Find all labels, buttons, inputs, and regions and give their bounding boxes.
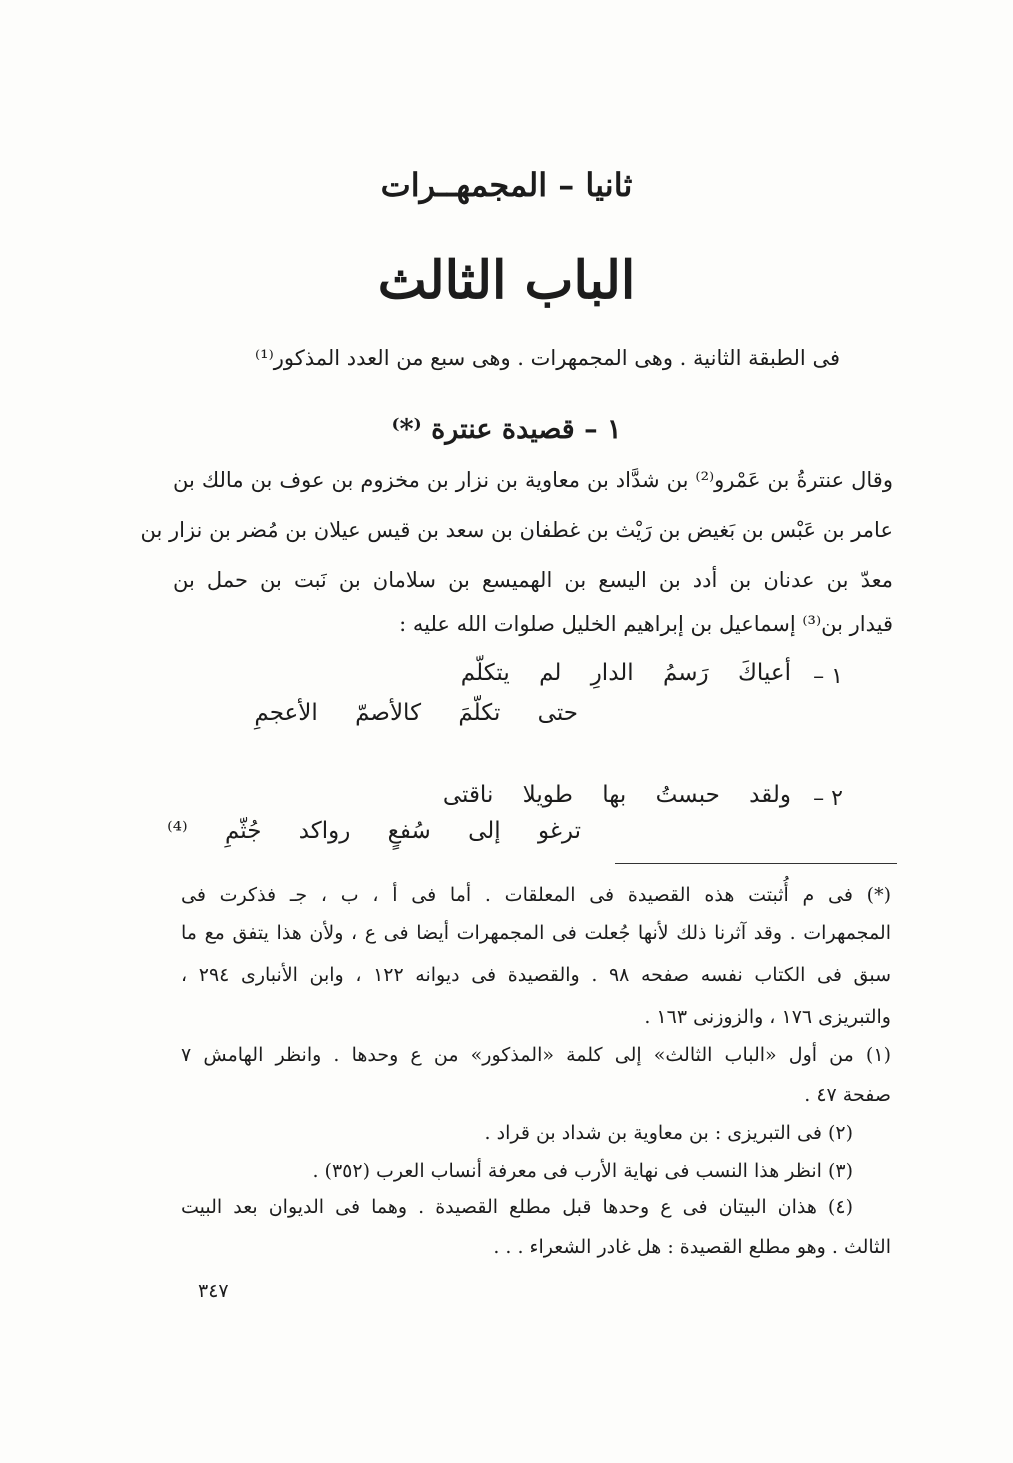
footnote-line: سبق فى الكتاب نفسه صفحه ٩٨ . والقصيدة فى ديوانه ١٢٢ ، وابن الأنبارى ٢٩٤ ، bbox=[181, 964, 892, 986]
footnote-line: والتبريزى ١٧٦ ، والزوزنى ١٦٣ . bbox=[644, 1006, 891, 1028]
footnote-line: (*) فى م أُثبتت هذه القصيدة فى المعلقات . أما فى أ ، ب ، جـ فذكرت فى bbox=[181, 884, 891, 906]
poem-title: ١ – قصيدة عنترة ⁽*⁾ bbox=[391, 414, 622, 445]
chapter-description: فى الطبقة الثانية . وهى المجمهرات . وهى سبع من العدد المذكور⁽¹⁾ bbox=[254, 346, 840, 370]
verse-number: ١ – bbox=[813, 664, 843, 689]
footnote-line: (٢) فى التبريزى : بن معاوية بن شداد بن قراد . bbox=[484, 1122, 853, 1144]
page-number: ٣٤٧ bbox=[198, 1280, 229, 1302]
intro-line: وقال عنترةُ بن عَمْرو⁽²⁾ بن شدَّاد بن معاوية بن نزار بن مخزوم بن عوف بن مالك بن bbox=[173, 468, 893, 492]
footnote-line: المجمهرات . وقد آثرنا ذلك لأنها جُعلت فى المجمهرات أيضا فى ع ، ولأن هذا يتفق مع ما bbox=[181, 922, 891, 944]
footnote-line: الثالث . وهو مطلع القصيدة : هل غادر الشعراء . . . bbox=[493, 1236, 891, 1258]
verse-first-hemistich: ولقد حبستُ بها طويلا ناقتى bbox=[442, 782, 791, 808]
section-title: ثانيا – المجمهــرات bbox=[380, 166, 633, 204]
footnote-line: (٤) هذان البيتان فى ع وحدها قبل مطلع القصيدة . وهما فى الديوان بعد البيت bbox=[181, 1196, 853, 1218]
verse-second-hemistich: ترغو إلى سُفعٍ رواكد جُثّمِ ⁽⁴⁾ bbox=[167, 818, 581, 844]
chapter-title: الباب الثالث bbox=[377, 250, 636, 311]
intro-line: معدّ بن عدنان بن أدد بن اليسع بن الهميسع بن سلامان بن نَبت بن حمل بن bbox=[173, 568, 893, 592]
footnote-divider bbox=[615, 863, 897, 864]
verse-second-hemistich: حتى تكلّمَ كالأصمّ الأعجمِ bbox=[254, 700, 578, 726]
verse-number: ٢ – bbox=[813, 786, 843, 811]
intro-line: قيدار بن⁽³⁾ إسماعيل بن إبراهيم الخليل صلوات الله عليه : bbox=[399, 612, 893, 636]
intro-line: عامر بن عَبْس بن بَغيض بن رَيْث بن غطفان بن سعد بن قيس عيلان بن مُضر بن نزار بن bbox=[140, 518, 893, 542]
footnote-line: (١) من أول «الباب الثالث» إلى كلمة «المذكور» من ع وحدها . وانظر الهامش ٧ bbox=[181, 1044, 891, 1066]
footnote-line: (٣) انظر هذا النسب فى نهاية الأرب فى معرفة أنساب العرب (٣٥٢) . bbox=[312, 1160, 853, 1182]
footnote-line: صفحة ٤٧ . bbox=[804, 1084, 891, 1106]
verse-first-hemistich: أعياكَ رَسمُ الدارِ لم يتكلّم bbox=[460, 660, 791, 686]
